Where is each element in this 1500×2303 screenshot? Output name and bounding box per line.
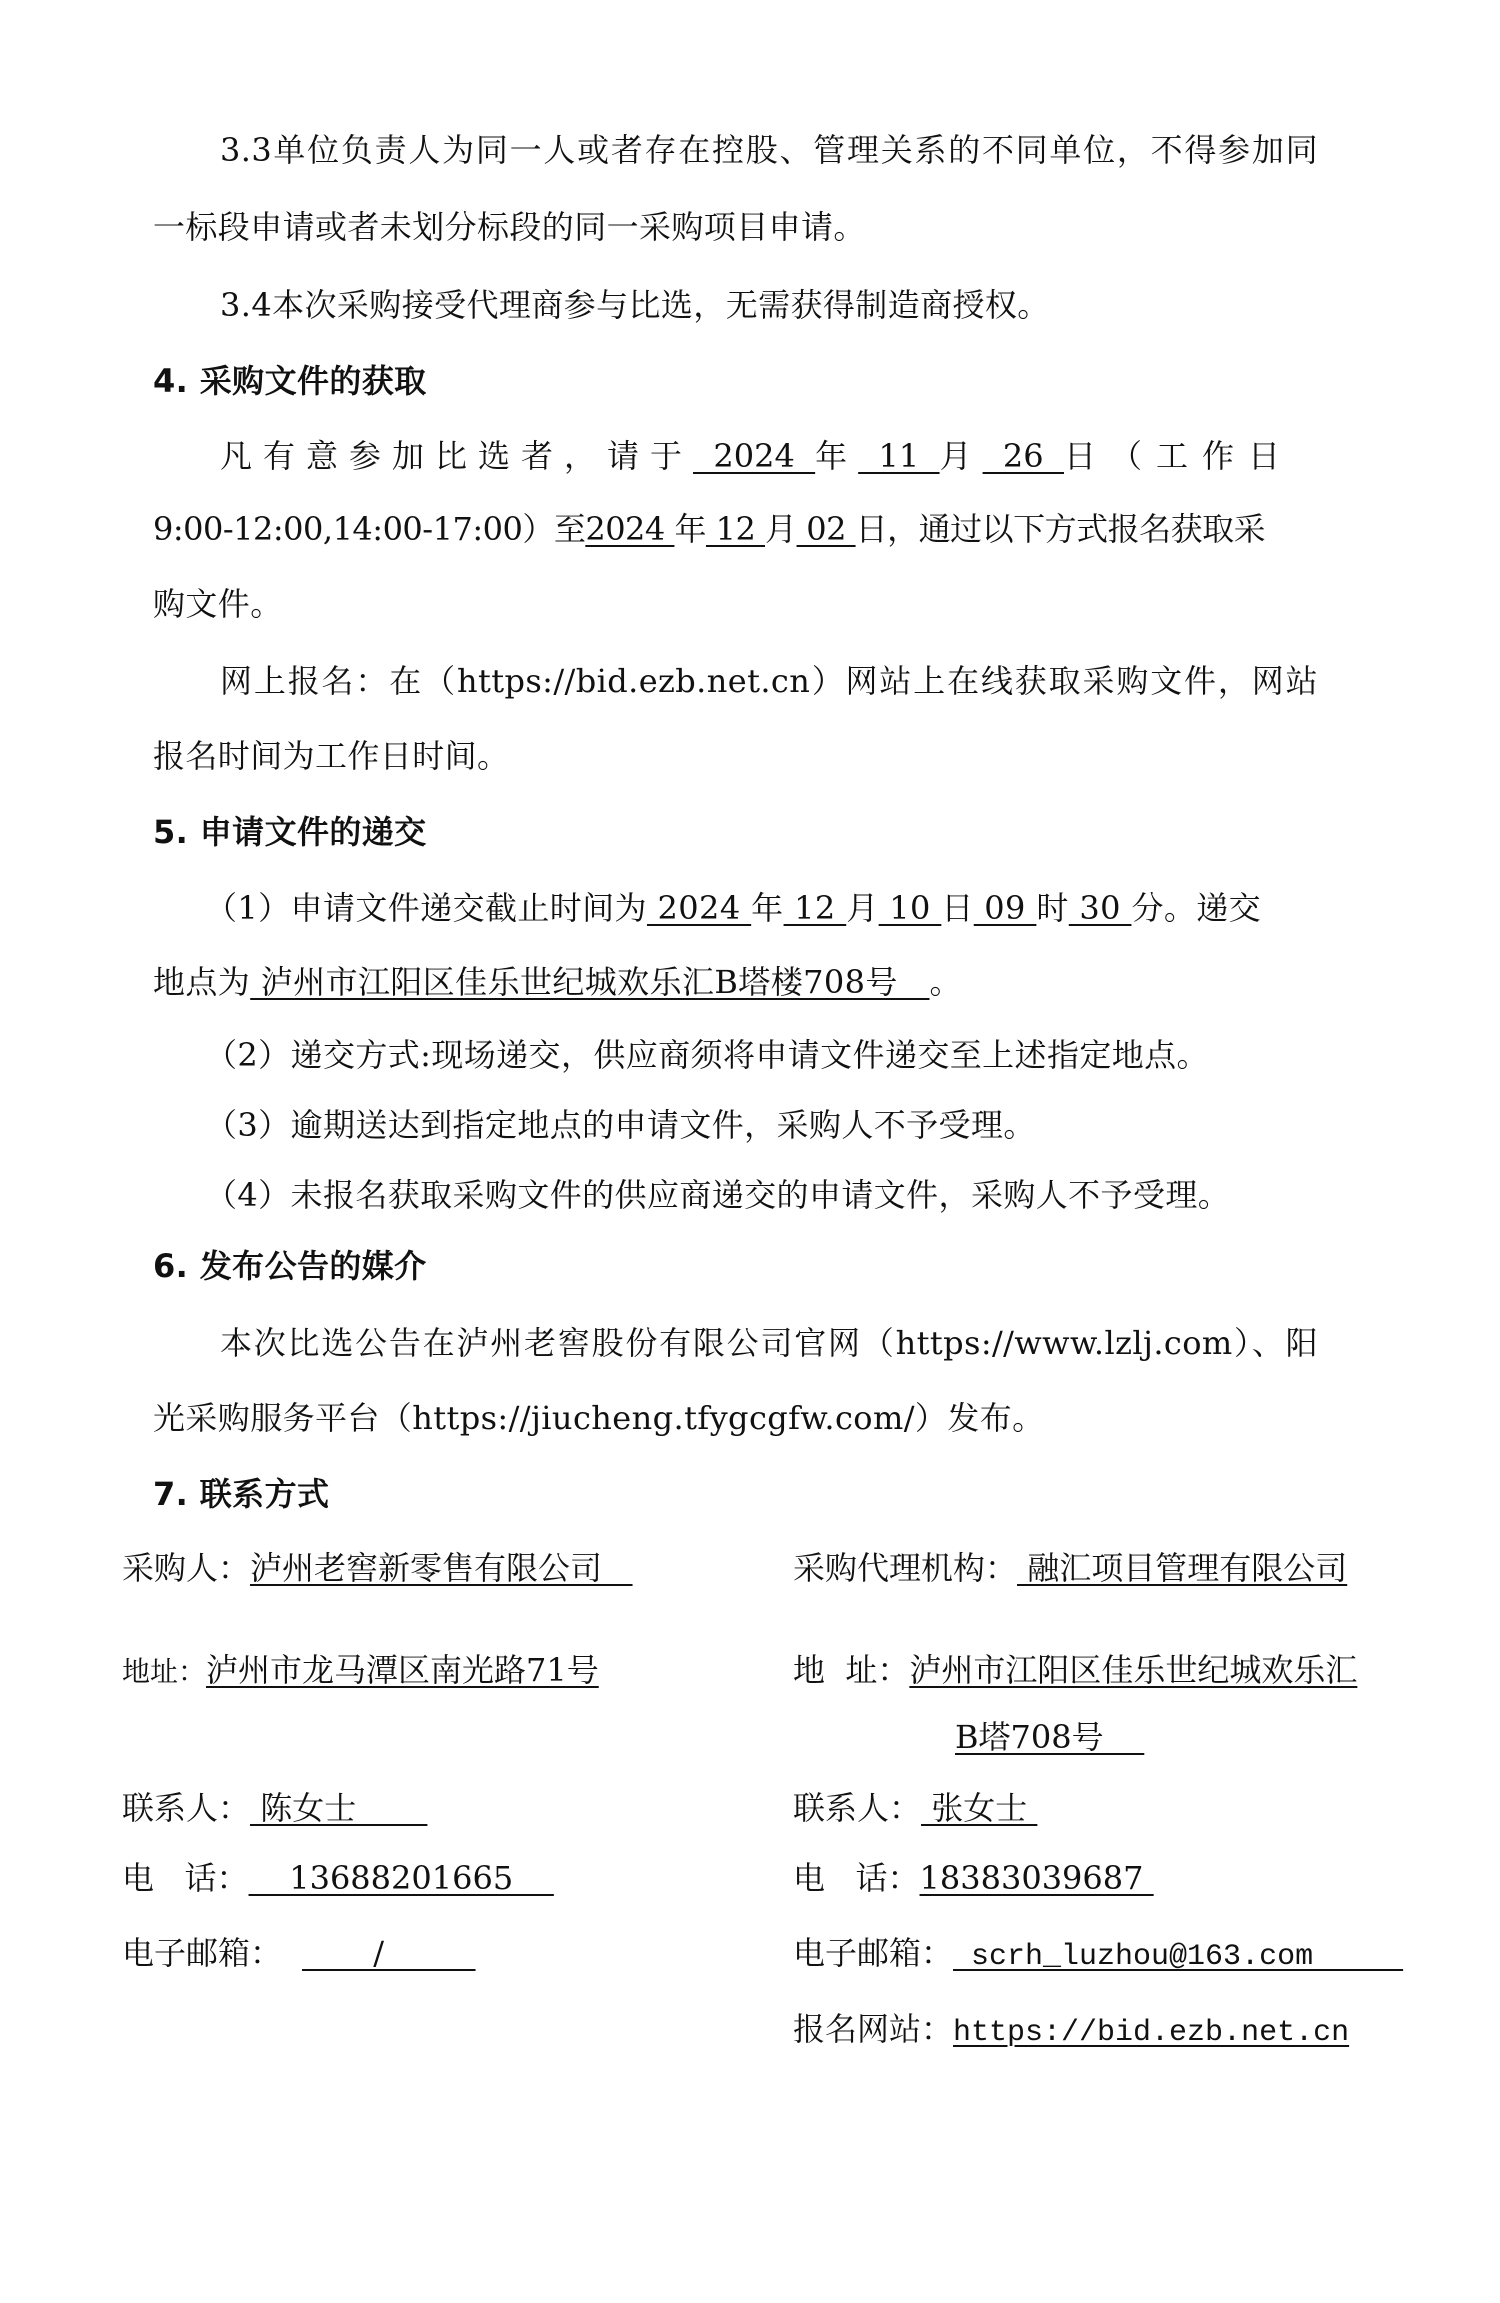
start-day-field: 26 [982, 437, 1064, 475]
registration-period-line-1 [220, 434, 1318, 478]
purchaser-name: 泸州老窖新零售有限公司 [250, 1549, 633, 1587]
location-suffix: 。 [929, 963, 962, 1001]
purchaser-phone: 13688201665 [248, 1859, 554, 1897]
online-registration-line-1: 网上报名：在（https://bid.ezb.net.cn）网站上在线获取采购文件，网站 [220, 662, 1318, 700]
purchaser-email-row [122, 1931, 476, 1975]
month-unit: 月 [846, 889, 879, 927]
agency-phone-label: 电 话： [793, 1859, 920, 1897]
agency-name: 融汇项目管理有限公司 [1017, 1549, 1348, 1587]
year-unit: 年 [815, 437, 859, 475]
start-year-field: 2024 [693, 437, 816, 475]
registration-suffix: 日（工作日 [1063, 437, 1294, 475]
section-4-heading: 4. 采购文件的获取 [153, 362, 427, 400]
section-5-heading: 5. 申请文件的递交 [153, 813, 427, 851]
registration-prefix: 凡有意参加比选者，请于 [220, 437, 694, 475]
year-unit: 年 [674, 510, 706, 548]
section-6-heading: 6. 发布公告的媒介 [153, 1247, 427, 1285]
registration-period-line-3: 购文件。 [153, 585, 283, 623]
agency-address-line-1: 泸州市江阳区佳乐世纪城欢乐汇 [909, 1651, 1358, 1689]
deadline-prefix: （1）申请文件递交截止时间为 [205, 889, 647, 927]
deadline-month-field: 12 [783, 889, 847, 927]
publication-media-line-1: 本次比选公告在泸州老窖股份有限公司官网（https://www.lzlj.com）、阳 [220, 1324, 1318, 1362]
unregistered-submission-rule: （4）未报名获取采购文件的供应商递交的申请文件，采购人不予受理。 [205, 1176, 1231, 1214]
minute-unit: 分。递交 [1131, 889, 1262, 927]
purchaser-address-row [122, 1648, 599, 1692]
day-unit: 日 [941, 889, 974, 927]
hour-unit: 时 [1036, 889, 1069, 927]
registration-method-text: 日，通过以下方式报名获取采 [855, 510, 1266, 548]
submission-location-field: 泸州市江阳区佳乐世纪城欢乐汇B塔楼708号 [250, 963, 930, 1001]
agency-email-label: 电子邮箱： [793, 1934, 954, 1972]
agency-phone: 18383039687 [919, 1859, 1154, 1897]
purchaser-contact-label: 联系人： [122, 1789, 251, 1827]
location-prefix: 地点为 [153, 963, 251, 1001]
deadline-hour-field: 09 [973, 889, 1037, 927]
agency-address-row [793, 1648, 1357, 1692]
purchaser-phone-label: 电 话： [122, 1859, 249, 1897]
paragraph-3-3-line-1: 3.3单位负责人为同一人或者存在控股、管理关系的不同单位，不得参加同 [220, 131, 1318, 169]
purchaser-address: 泸州市龙马潭区南光路71号 [206, 1651, 599, 1689]
agency-contact-label: 联系人： [793, 1789, 922, 1827]
agency-email-row [793, 1931, 1403, 1975]
purchaser-label: 采购人： [122, 1549, 251, 1587]
agency-website-label: 报名网站： [793, 2010, 954, 2048]
paragraph-3-4: 3.4本次采购接受代理商参与比选，无需获得制造商授权。 [220, 286, 1050, 324]
agency-label: 采购代理机构： [793, 1549, 1018, 1587]
deadline-day-field: 10 [878, 889, 942, 927]
purchaser-contact-person: 陈女士 [250, 1789, 428, 1827]
agency-contact-person: 张女士 [921, 1789, 1038, 1827]
month-unit: 月 [765, 510, 797, 548]
working-hours: 9:00-12:00,14:00-17:00）至 [153, 510, 586, 548]
year-unit: 年 [751, 889, 784, 927]
agency-address-row-2 [955, 1715, 1144, 1759]
agency-contact-row [793, 1786, 1037, 1830]
submission-method: （2）递交方式:现场递交，供应商须将申请文件递交至上述指定地点。 [205, 1036, 1209, 1074]
agency-website-row [793, 2007, 1349, 2051]
purchaser-name-row [122, 1546, 633, 1590]
registration-period-line-2 [153, 507, 1318, 551]
purchaser-address-label: 地址： [122, 1655, 207, 1688]
purchaser-phone-row [122, 1856, 554, 1900]
paragraph-3-3-line-2: 一标段申请或者未划分标段的同一采购项目申请。 [153, 208, 866, 246]
late-submission-rule: （3）逾期送达到指定地点的申请文件，采购人不予受理。 [205, 1106, 1036, 1144]
end-month-field: 12 [705, 510, 766, 548]
publication-media-line-2: 光采购服务平台（https://jiucheng.tfygcgfw.com/）发布。 [153, 1399, 1045, 1437]
start-month-field: 11 [858, 437, 940, 475]
end-day-field: 02 [796, 510, 856, 548]
deadline-minute-field: 30 [1068, 889, 1132, 927]
registration-website-link[interactable]: https://bid.ezb.net.cn [953, 2016, 1350, 2050]
agency-address-label: 地 址： [793, 1651, 910, 1689]
submission-location-line [153, 960, 1318, 1004]
submission-deadline-line [205, 886, 1303, 930]
agency-address-line-2: B塔708号 [955, 1718, 1145, 1756]
purchaser-email: / [302, 1934, 476, 1972]
purchaser-contact-row [122, 1786, 427, 1830]
month-unit: 月 [939, 437, 983, 475]
end-year-field: 2024 [585, 510, 675, 548]
deadline-year-field: 2024 [646, 889, 752, 927]
agency-name-row [793, 1546, 1347, 1590]
purchaser-email-label: 电子邮箱： [122, 1934, 283, 1972]
online-registration-line-2: 报名时间为工作日时间。 [153, 737, 510, 775]
agency-email: scrh_luzhou@163.com [953, 1940, 1404, 1974]
section-7-heading: 7. 联系方式 [153, 1475, 330, 1513]
agency-phone-row [793, 1856, 1154, 1900]
